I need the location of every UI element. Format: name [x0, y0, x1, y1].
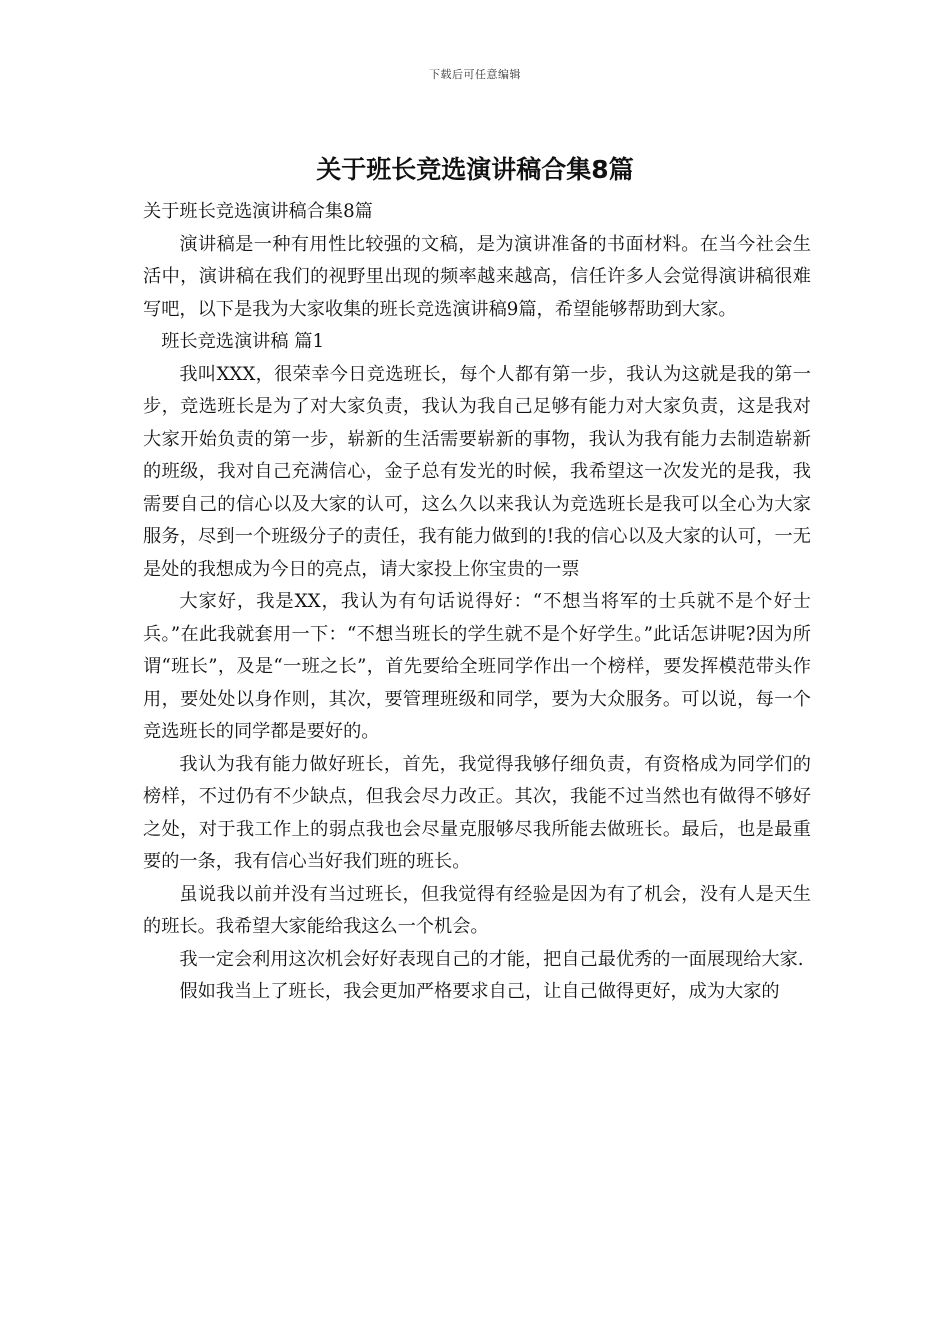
document-title: 关于班长竞选演讲稿合集8篇	[316, 155, 634, 184]
document-body	[143, 196, 811, 1009]
body-paragraph-3: 我认为我有能力做好班长，首先，我觉得我够仔细负责，有资格成为同学们的榜样，不过仍有不少缺点，但我会尽力改正。其次，我能不过当然也有做得不够好之处，对于我工作上的弱点我也会尽量克服够尽我所能去做班长。最后，也是最重要的一条，我有信心当好我们班的班长。	[143, 753, 811, 872]
header-note: 下载后可任意编辑	[429, 68, 521, 81]
body-paragraph-2: 大家好，我是XX，我认为有句话说得好：“不想当将军的士兵就不是个好士兵。”在此我就套用一下：“不想当班长的学生就不是个好学生。”此话怎讲呢?因为所谓“班长”，及是“一班之长”，首先要给全班同学作出一个榜样，要发挥模范带头作用，要处处以身作则，其次，要管理班级和同学，要为大众服务。可以说，每一个竞选班长的同学都是要好的。	[143, 591, 811, 742]
intro-paragraph: 演讲稿是一种有用性比较强的文稿，是为演讲准备的书面材料。在当今社会生活中，演讲稿在我们的视野里出现的频率越来越高，信任许多人会觉得演讲稿很难写吧，以下是我为大家收集的班长竞选演讲稿9篇，希望能够帮助到大家。	[143, 233, 811, 320]
body-paragraph-5: 我一定会利用这次机会好好表现自己的才能，把自己最优秀的一面展现给大家.	[179, 948, 804, 970]
body-paragraph-1: 我叫XXX，很荣幸今日竞选班长，每个人都有第一步，我认为这就是我的第一步，竞选班长是为了对大家负责，我认为我自己足够有能力对大家负责，这是我对大家开始负责的第一步，崭新的生活需要崭新的事物，我认为我有能力去制造崭新的班级，我对自己充满信心，金子总有发光的时候，我希望这一次发光的是我，我需要自己的信心以及大家的认可，这么久以来我认为竞选班长是我可以全心为大家服务，尽到一个班级分子的责任，我有能力做到的!我的信心以及大家的认可，一无是处的我想成为今日的亮点，请大家投上你宝贵的一票	[143, 363, 811, 580]
body-paragraph-6: 假如我当上了班长，我会更加严格要求自己，让自己做得更好，成为大家的	[179, 981, 780, 1002]
section-heading: 班长竞选演讲稿 篇1	[161, 331, 325, 352]
subtitle-line: 关于班长竞选演讲稿合集8篇	[143, 201, 373, 222]
body-paragraph-4: 虽说我以前并没有当过班长，但我觉得有经验是因为有了机会，没有人是天生的班长。我希望大家能给我这么一个机会。	[143, 883, 811, 937]
